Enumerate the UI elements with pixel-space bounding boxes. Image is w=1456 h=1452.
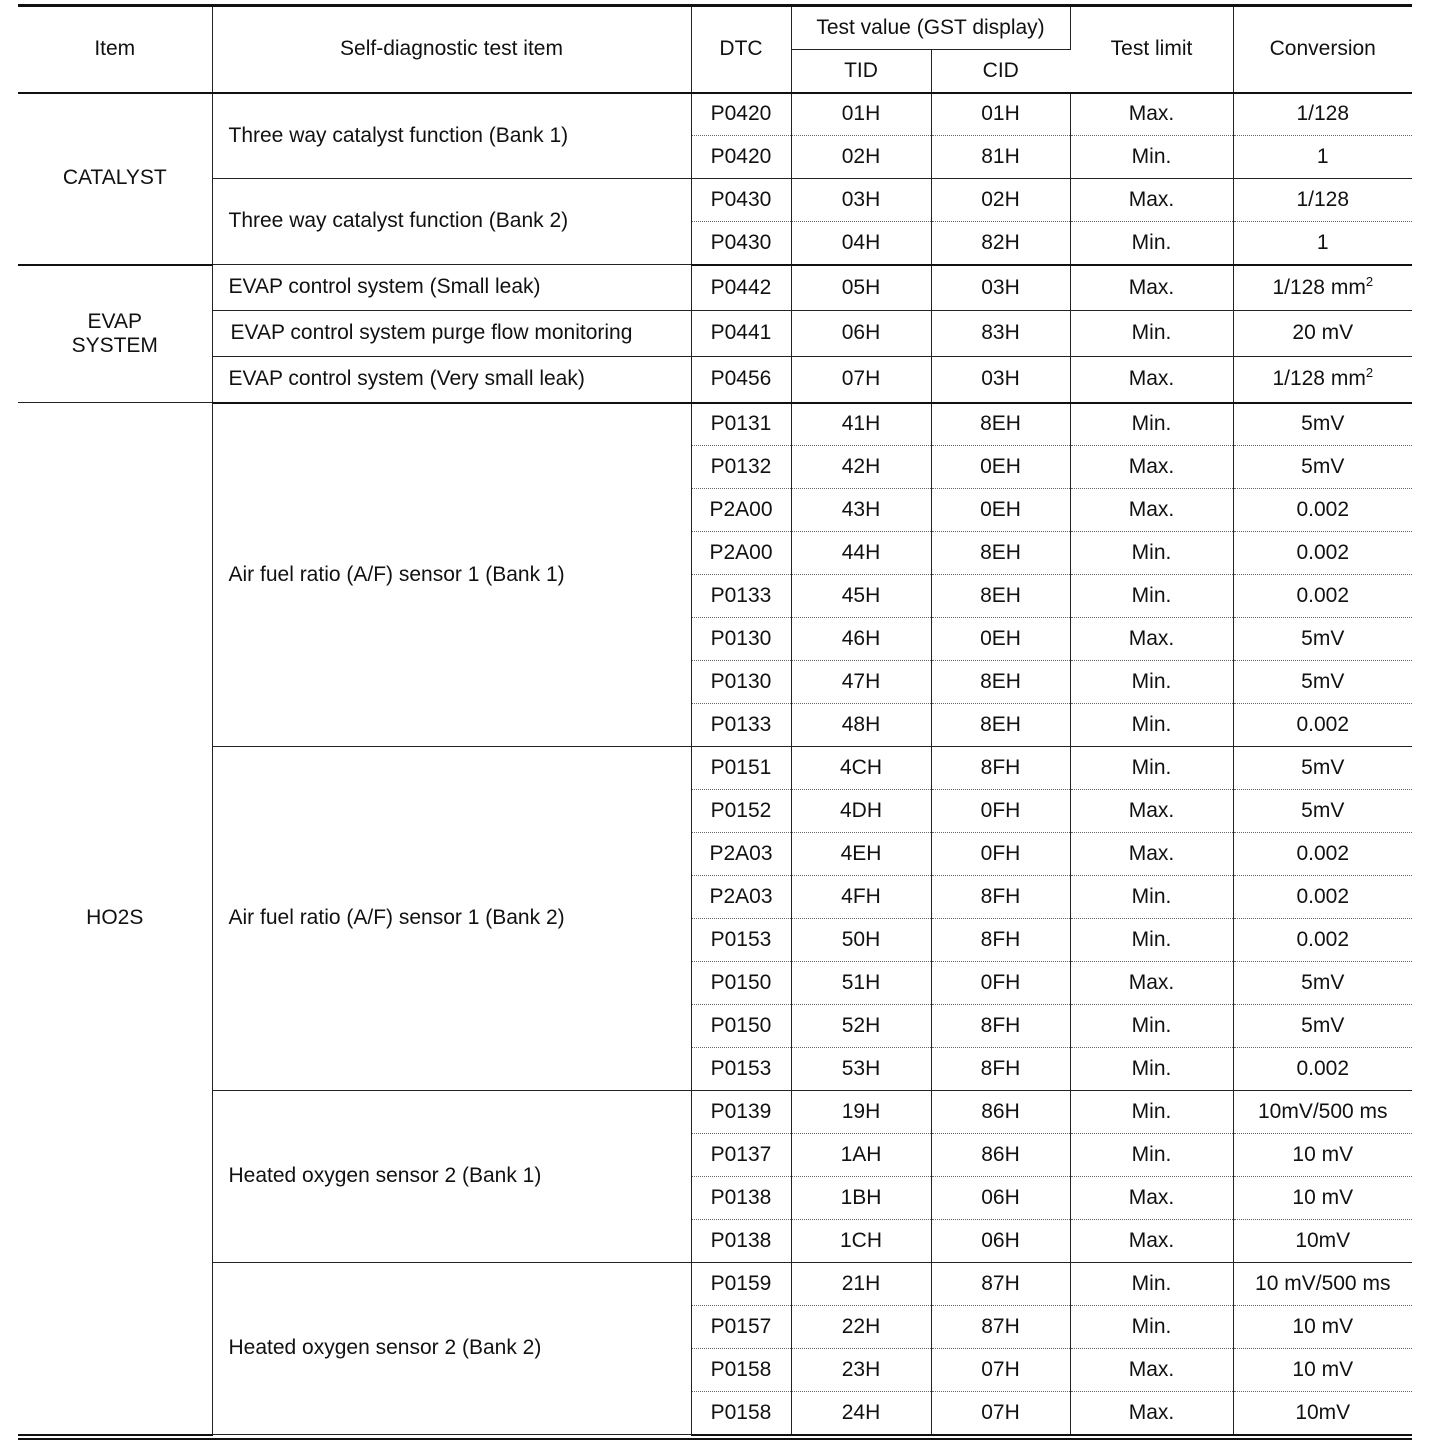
conversion-cell (1233, 919, 1412, 962)
bottom-rule (18, 1438, 1412, 1440)
test-limit-cell: Min. (1070, 704, 1233, 747)
tid-cell: 06H (791, 311, 931, 357)
self-diagnostic-test-item: EVAP control system purge flow monitoring (212, 311, 691, 357)
self-diagnostic-test-item: Air fuel ratio (A/F) sensor 1 (Bank 2) (212, 747, 691, 1091)
test-limit-cell: Max. (1070, 446, 1233, 489)
conversion-value: 5mV (1301, 454, 1345, 478)
tid-cell: 41H (791, 403, 931, 446)
conversion-value: 5mV (1301, 412, 1345, 436)
conversion-cell (1233, 704, 1412, 747)
tid-cell: 48H (791, 704, 931, 747)
conversion-value: 0.002 (1296, 540, 1350, 564)
conversion-value: 1/128 (1296, 102, 1350, 126)
dtc-cell: P0151 (691, 747, 791, 790)
cid-cell: 0EH (931, 618, 1070, 661)
test-limit-cell: Min. (1070, 1134, 1233, 1177)
conversion-value: 0.002 (1296, 927, 1350, 951)
dtc-cell: P0138 (691, 1177, 791, 1220)
header-cid: CID (931, 50, 1070, 93)
table-row (18, 311, 1412, 357)
dtc-cell: P0153 (691, 919, 791, 962)
dtc-cell: P0430 (691, 179, 791, 222)
test-limit-cell: Min. (1070, 575, 1233, 618)
tid-cell: 53H (791, 1048, 931, 1091)
cid-cell: 8EH (931, 661, 1070, 704)
test-limit-cell: Max. (1070, 179, 1233, 222)
test-limit-cell: Max. (1070, 1220, 1233, 1263)
tid-cell: 1BH (791, 1177, 931, 1220)
self-diagnostic-test-item: EVAP control system (Very small leak) (212, 357, 691, 403)
tid-cell: 23H (791, 1349, 931, 1392)
tid-cell: 03H (791, 179, 931, 222)
test-limit-cell: Min. (1070, 403, 1233, 446)
tid-cell: 22H (791, 1306, 931, 1349)
table-row (18, 265, 1412, 311)
tid-cell: 4CH (791, 747, 931, 790)
self-diagnostic-test-item: Three way catalyst function (Bank 1) (212, 93, 691, 179)
dtc-cell: P0130 (691, 661, 791, 704)
header-item: Item (18, 6, 212, 93)
test-limit-cell: Max. (1070, 1177, 1233, 1220)
header-tid: TID (791, 50, 931, 93)
tid-cell: 04H (791, 222, 931, 265)
test-limit-cell: Min. (1070, 876, 1233, 919)
self-diagnostic-test-item: Three way catalyst function (Bank 2) (212, 179, 691, 265)
conversion-cell (1233, 222, 1412, 265)
dtc-cell: P0430 (691, 222, 791, 265)
cid-cell: 07H (931, 1349, 1070, 1392)
test-limit-cell: Max. (1070, 618, 1233, 661)
cid-cell: 8EH (931, 704, 1070, 747)
conversion-value: 10mV (1295, 1400, 1351, 1424)
tid-cell: 52H (791, 1005, 931, 1048)
conversion-value: 5mV (1301, 798, 1345, 822)
table-row (18, 1091, 1412, 1134)
conversion-cell (1233, 876, 1412, 919)
conversion-cell (1233, 833, 1412, 876)
test-limit-cell: Min. (1070, 136, 1233, 179)
self-diagnostic-table (18, 4, 1412, 1436)
tid-cell: 51H (791, 962, 931, 1005)
cid-cell: 06H (931, 1220, 1070, 1263)
cid-cell: 8FH (931, 876, 1070, 919)
conversion-value: 10 mV (1292, 1314, 1354, 1338)
test-limit-cell: Min. (1070, 311, 1233, 357)
test-limit-cell: Min. (1070, 532, 1233, 575)
dtc-cell: P0152 (691, 790, 791, 833)
test-limit-cell: Max. (1070, 1392, 1233, 1435)
cid-cell: 03H (931, 265, 1070, 311)
conversion-cell (1233, 403, 1412, 446)
conversion-cell (1233, 575, 1412, 618)
dtc-cell: P2A00 (691, 489, 791, 532)
dtc-cell: P0456 (691, 357, 791, 403)
cid-cell: 87H (931, 1306, 1070, 1349)
tid-cell: 44H (791, 532, 931, 575)
cid-cell: 87H (931, 1263, 1070, 1306)
cid-cell: 02H (931, 179, 1070, 222)
conversion-value: 5mV (1301, 626, 1345, 650)
conversion-cell (1233, 136, 1412, 179)
dtc-cell: P0138 (691, 1220, 791, 1263)
conversion-value: 1 (1316, 230, 1329, 254)
table-header (18, 6, 1412, 93)
cid-cell: 81H (931, 136, 1070, 179)
conversion-cell (1233, 747, 1412, 790)
cid-cell: 8FH (931, 1005, 1070, 1048)
test-limit-cell: Min. (1070, 661, 1233, 704)
tid-cell: 21H (791, 1263, 931, 1306)
cid-cell: 0EH (931, 489, 1070, 532)
item-cell (18, 403, 212, 1435)
item-cell (18, 93, 212, 265)
tid-cell: 07H (791, 357, 931, 403)
conversion-cell (1233, 532, 1412, 575)
conversion-cell (1233, 1134, 1412, 1177)
conversion-superscript: 2 (1365, 365, 1374, 381)
item-label-line2: SYSTEM (71, 333, 158, 357)
header-self-diagnostic-test-item: Self-diagnostic test item (212, 6, 691, 93)
conversion-cell (1233, 1220, 1412, 1263)
tid-cell: 1CH (791, 1220, 931, 1263)
tid-cell: 19H (791, 1091, 931, 1134)
conversion-value: 5mV (1301, 1013, 1345, 1037)
test-limit-cell: Max. (1070, 1349, 1233, 1392)
conversion-cell (1233, 93, 1412, 136)
conversion-value: 1/128 mm (1272, 275, 1366, 299)
dtc-cell: P0159 (691, 1263, 791, 1306)
cid-cell: 8FH (931, 919, 1070, 962)
dtc-cell: P2A03 (691, 876, 791, 919)
cid-cell: 0EH (931, 446, 1070, 489)
conversion-value: 0.002 (1296, 1056, 1350, 1080)
conversion-value: 10 mV (1292, 1142, 1354, 1166)
cid-cell: 86H (931, 1091, 1070, 1134)
conversion-cell (1233, 618, 1412, 661)
table-row (18, 179, 1412, 222)
tid-cell: 1AH (791, 1134, 931, 1177)
self-diagnostic-test-item: Heated oxygen sensor 2 (Bank 1) (212, 1091, 691, 1263)
table-row (18, 403, 1412, 446)
conversion-value: 0.002 (1296, 497, 1350, 521)
conversion-cell (1233, 311, 1412, 357)
dtc-cell: P0133 (691, 704, 791, 747)
tid-cell: 02H (791, 136, 931, 179)
conversion-value: 10 mV/500 ms (1255, 1271, 1391, 1295)
self-diagnostic-test-item: Air fuel ratio (A/F) sensor 1 (Bank 1) (212, 403, 691, 747)
table-body (18, 93, 1412, 1435)
tid-cell: 47H (791, 661, 931, 704)
test-limit-cell: Min. (1070, 1091, 1233, 1134)
test-limit-cell: Max. (1070, 489, 1233, 532)
conversion-cell (1233, 1392, 1412, 1435)
header-conversion: Conversion (1233, 6, 1412, 93)
cid-cell: 06H (931, 1177, 1070, 1220)
conversion-cell (1233, 1091, 1412, 1134)
cid-cell: 07H (931, 1392, 1070, 1435)
tid-cell: 46H (791, 618, 931, 661)
dtc-cell: P0441 (691, 311, 791, 357)
tid-cell: 42H (791, 446, 931, 489)
cid-cell: 82H (931, 222, 1070, 265)
dtc-cell: P0157 (691, 1306, 791, 1349)
test-limit-cell: Max. (1070, 833, 1233, 876)
header-test-value: Test value (GST display) (791, 6, 1070, 50)
cid-cell: 86H (931, 1134, 1070, 1177)
conversion-cell (1233, 446, 1412, 489)
test-limit-cell: Max. (1070, 357, 1233, 403)
tid-cell: 43H (791, 489, 931, 532)
conversion-cell (1233, 1263, 1412, 1306)
item-label: HO2S (86, 906, 144, 930)
self-diagnostic-test-item: Heated oxygen sensor 2 (Bank 2) (212, 1263, 691, 1435)
tid-cell: 50H (791, 919, 931, 962)
conversion-value: 0.002 (1296, 583, 1350, 607)
dtc-cell: P0139 (691, 1091, 791, 1134)
cid-cell: 01H (931, 93, 1070, 136)
cid-cell: 83H (931, 311, 1070, 357)
test-limit-cell: Min. (1070, 1005, 1233, 1048)
test-limit-cell: Max. (1070, 962, 1233, 1005)
conversion-value: 20 mV (1292, 321, 1354, 345)
dtc-cell: P0158 (691, 1392, 791, 1435)
conversion-value: 0.002 (1296, 712, 1350, 736)
dtc-cell: P0150 (691, 1005, 791, 1048)
tid-cell: 45H (791, 575, 931, 618)
test-limit-cell: Max. (1070, 265, 1233, 311)
dtc-cell: P0150 (691, 962, 791, 1005)
dtc-cell: P2A00 (691, 532, 791, 575)
test-limit-cell: Max. (1070, 93, 1233, 136)
dtc-cell: P0131 (691, 403, 791, 446)
conversion-cell (1233, 661, 1412, 704)
tid-cell: 05H (791, 265, 931, 311)
conversion-cell (1233, 1048, 1412, 1091)
dtc-cell: P0130 (691, 618, 791, 661)
dtc-cell: P2A03 (691, 833, 791, 876)
tid-cell: 4EH (791, 833, 931, 876)
conversion-value: 5mV (1301, 970, 1345, 994)
conversion-superscript: 2 (1365, 273, 1374, 289)
dtc-cell: P0133 (691, 575, 791, 618)
cid-cell: 8EH (931, 403, 1070, 446)
test-limit-cell: Min. (1070, 1306, 1233, 1349)
conversion-value: 0.002 (1296, 841, 1350, 865)
test-limit-cell: Min. (1070, 747, 1233, 790)
conversion-value: 10mV/500 ms (1257, 1099, 1388, 1123)
conversion-cell (1233, 179, 1412, 222)
tid-cell: 24H (791, 1392, 931, 1435)
conversion-cell (1233, 1177, 1412, 1220)
item-label-line1: EVAP (87, 309, 142, 333)
cid-cell: 0FH (931, 790, 1070, 833)
item-cell (18, 265, 212, 403)
conversion-value: 10 mV (1292, 1185, 1354, 1209)
dtc-cell: P0420 (691, 93, 791, 136)
table-row (18, 747, 1412, 790)
conversion-value: 10 mV (1292, 1357, 1354, 1381)
test-limit-cell: Min. (1070, 919, 1233, 962)
cid-cell: 8FH (931, 747, 1070, 790)
cid-cell: 8EH (931, 532, 1070, 575)
conversion-cell (1233, 790, 1412, 833)
cid-cell: 0FH (931, 962, 1070, 1005)
conversion-value: 1/128 mm (1272, 367, 1366, 391)
conversion-value: 10mV (1295, 1228, 1351, 1252)
header-dtc: DTC (691, 6, 791, 93)
table-row (18, 1263, 1412, 1306)
conversion-cell (1233, 1005, 1412, 1048)
dtc-cell: P0153 (691, 1048, 791, 1091)
conversion-cell (1233, 1349, 1412, 1392)
cid-cell: 0FH (931, 833, 1070, 876)
conversion-value: 1/128 (1296, 187, 1350, 211)
test-limit-cell: Min. (1070, 222, 1233, 265)
conversion-cell (1233, 265, 1412, 311)
test-limit-cell: Min. (1070, 1263, 1233, 1306)
conversion-cell (1233, 1306, 1412, 1349)
dtc-cell: P0137 (691, 1134, 791, 1177)
tid-cell: 01H (791, 93, 931, 136)
dtc-cell: P0420 (691, 136, 791, 179)
conversion-cell (1233, 357, 1412, 403)
table-row (18, 357, 1412, 403)
header-test-limit: Test limit (1070, 6, 1233, 93)
conversion-cell (1233, 962, 1412, 1005)
test-limit-cell: Max. (1070, 790, 1233, 833)
self-diagnostic-test-item: EVAP control system (Small leak) (212, 265, 691, 311)
dtc-cell: P0158 (691, 1349, 791, 1392)
cid-cell: 8EH (931, 575, 1070, 618)
cid-cell: 03H (931, 357, 1070, 403)
tid-cell: 4FH (791, 876, 931, 919)
dtc-cell: P0132 (691, 446, 791, 489)
conversion-value: 1 (1316, 144, 1329, 168)
conversion-cell (1233, 489, 1412, 532)
item-label: CATALYST (62, 166, 167, 190)
table-row (18, 93, 1412, 136)
conversion-value: 5mV (1301, 755, 1345, 779)
tid-cell: 4DH (791, 790, 931, 833)
test-limit-cell: Min. (1070, 1048, 1233, 1091)
dtc-cell: P0442 (691, 265, 791, 311)
conversion-value: 5mV (1301, 669, 1345, 693)
cid-cell: 8FH (931, 1048, 1070, 1091)
conversion-value: 0.002 (1296, 884, 1350, 908)
